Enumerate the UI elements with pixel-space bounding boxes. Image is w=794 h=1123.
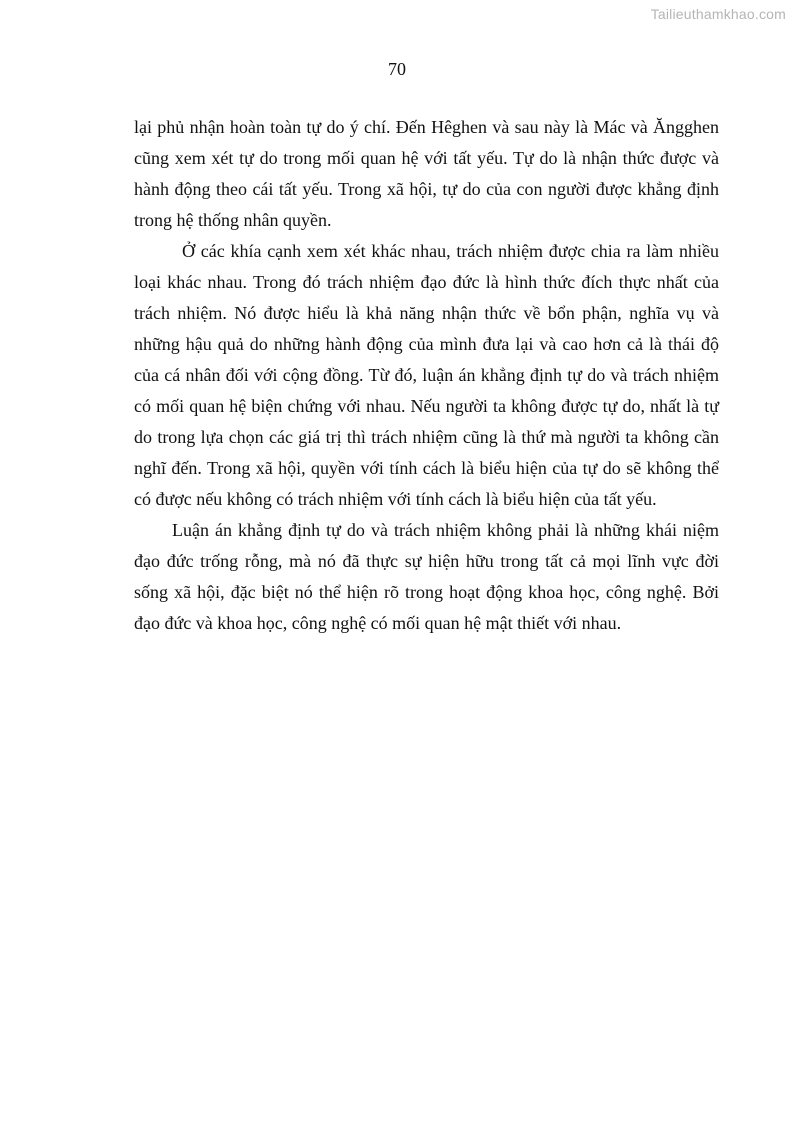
watermark: Tailieuthamkhao.com [650, 6, 786, 22]
paragraph-1: lại phủ nhận hoàn toàn tự do ý chí. Đến Hêghen và sau này là Mác và Ăngghen cũng xem xét tự do trong mối quan hệ với tất yếu. Tự do là nhận thức được và hành động theo cái tất yếu. Trong xã hội, tự do của con người được khẳng định trong hệ thống nhân quyền. [134, 117, 719, 230]
page-number: 70 [388, 59, 406, 79]
document-body [134, 112, 719, 639]
paragraph-3: Luận án khẳng định tự do và trách nhiệm không phải là những khái niệm đạo đức trống rỗng, mà nó đã thực sự hiện hữu trong tất cả mọi lĩnh vực đời sống xã hội, đặc biệt nó thể hiện rõ trong hoạt động khoa học, công nghệ. Bởi đạo đức và khoa học, công nghệ có mối quan hệ mật thiết với nhau. [134, 520, 719, 633]
paragraph-2: Ở các khía cạnh xem xét khác nhau, trách nhiệm được chia ra làm nhiều loại khác nhau. Trong đó trách nhiệm đạo đức là hình thức đích thực nhất của trách nhiệm. Nó được hiểu là khả năng nhận thức về bổn phận, nghĩa vụ và những hậu quả do những hành động của mình đưa lại và cao hơn cả là thái độ của cá nhân đối với cộng đồng. Từ đó, luận án khẳng định tự do và trách nhiệm có mối quan hệ biện chứng với nhau. Nếu người ta không được tự do, nhất là tự do trong lựa chọn các giá trị thì trách nhiệm cũng là thứ mà người ta không cần nghĩ đến. Trong xã hội, quyền với tính cách là biểu hiện của tự do sẽ không thể có được nếu không có trách nhiệm với tính cách là biểu hiện của tất yếu. [134, 241, 719, 509]
